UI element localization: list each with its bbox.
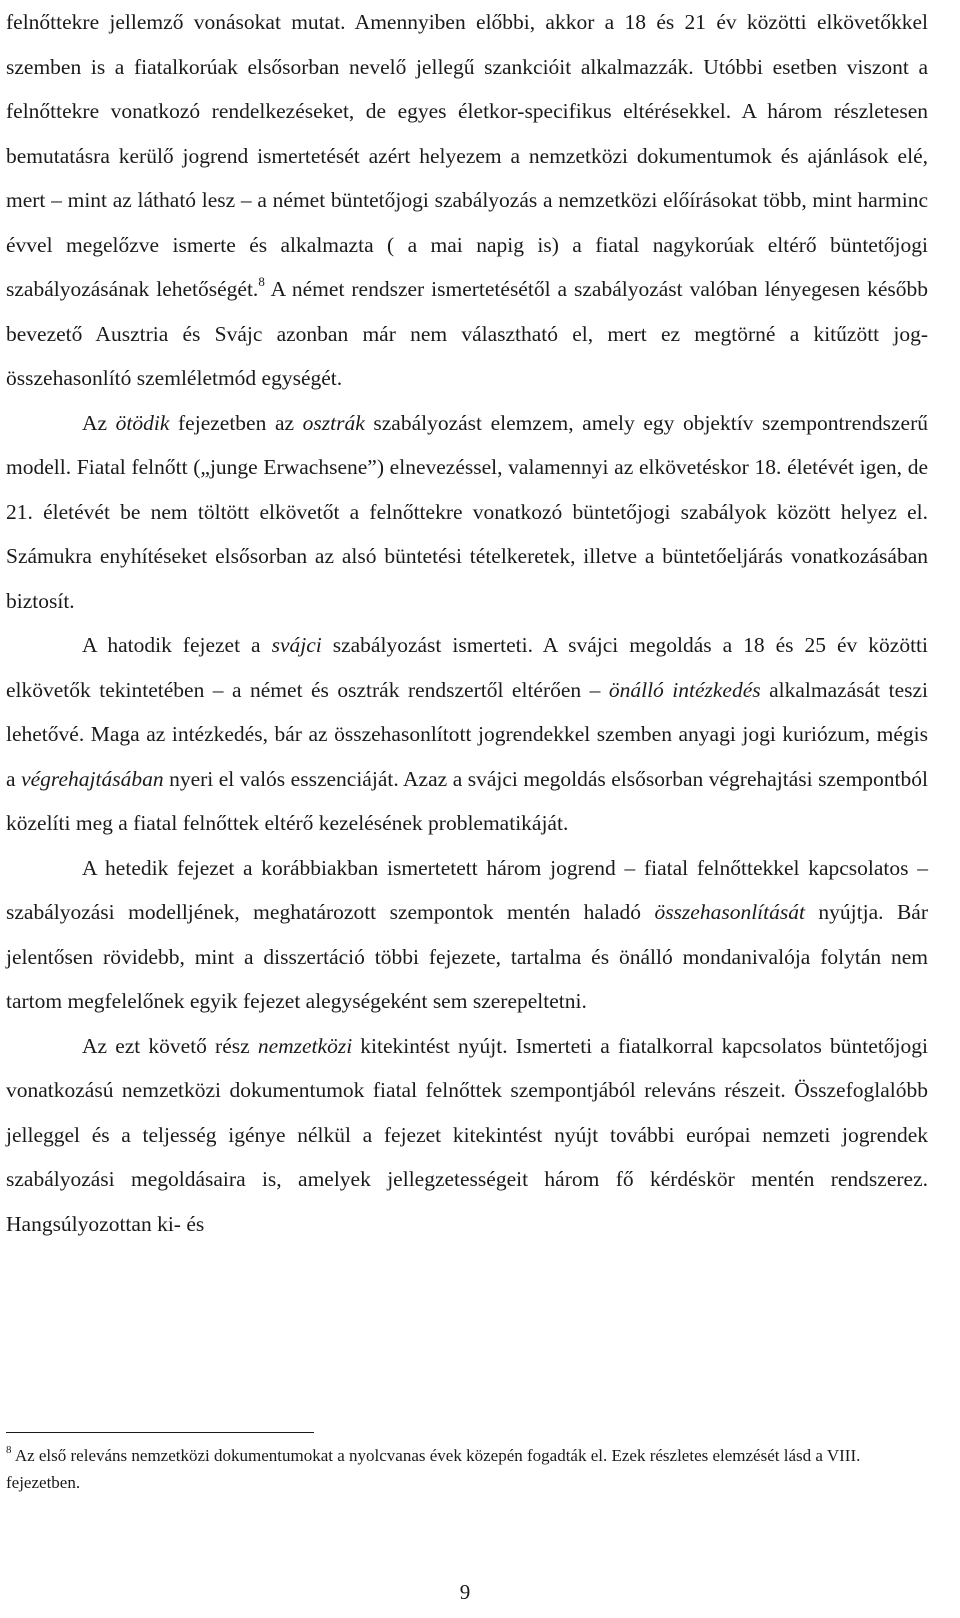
paragraph-text: szabályozást ismerteti. A svájci megoldás a 18 és 25 év közötti elkövetők tekintetében – a német és osztrák rendszertől eltérően – [6, 633, 928, 702]
emphasis-text: osztrák [302, 410, 365, 435]
paragraph-text: alkalmazását teszi lehetővé. Maga az intézkedés, bár az összehasonlított jogrendekkel szemben anyagi jogi kuriózum, mégis a [6, 677, 928, 791]
footnote [6, 1442, 928, 1496]
emphasis-text: nemzetközi [257, 1033, 353, 1058]
footnote-number: 8 [6, 1444, 12, 1457]
body-text [6, 0, 928, 1246]
paragraph-text: A német rendszer ismertetésétől a szabályozást valóban lényegesen később bevezető Ausztria és Svájc azonban már nem választható el, mert ez megtörné a kitűzött jog-összehasonlító szemléletmód egységét. [6, 277, 929, 390]
paragraph-text: Az ezt követő rész [82, 1033, 258, 1058]
paragraph [6, 1024, 928, 1247]
paragraph [6, 401, 928, 624]
paragraph-text: fejezetben az [169, 410, 303, 435]
footnote-text: Az első releváns nemzetközi dokumentumokat a nyolcvanas évek közepén fogadták el. Ezek részletes elemzését lásd a VIII. fejezetben. [6, 1446, 861, 1492]
footnote-separator [6, 1432, 314, 1433]
emphasis-text: önálló intézkedés [608, 677, 761, 702]
paragraph [6, 0, 928, 401]
paragraph-text: szabályozást elemzem, amely egy objektív szempontrendszerű modell. Fiatal felnőtt („junge Erwachsene”) elnevezéssel, valamennyi az elkövetéskor 18. életévét igen, de 21. életévét be nem töltött elkövetőt a felnőttekre vonatkozó büntetőjogi szabályok között helyez el. Számukra enyhítéseket elsősorban az alsó büntetési tételkeretek, illetve a büntetőeljárás vonatkozásában biztosít. [6, 410, 928, 613]
paragraph-text: nyeri el valós esszenciáját. Azaz a svájci megoldás elsősorban végrehajtási szempontból közelíti meg a fiatal felnőttek eltérő kezelésének problematikáját. [6, 766, 928, 835]
paragraph [6, 846, 928, 1024]
paragraph-text: Az [82, 410, 116, 435]
emphasis-text: svájci [271, 633, 322, 657]
paragraph-text: A hatodik fejezet a [82, 633, 272, 657]
emphasis-text: ötödik [115, 410, 170, 435]
emphasis-text: végrehajtásában [21, 766, 164, 791]
paragraph-text: felnőttekre jellemző vonásokat mutat. Amennyiben előbbi, akkor a 18 és 21 év közötti elkövetőkkel szemben is a fiatalkorúak elsősorban nevelő jellegű szankcióit alkalmazzák. Utóbbi esetben viszont a felnőttekre vonatkozó rendelkezéseket, de egyes életkor-specifikus eltérésekkel. A három részletesen bemutatásra kerülő jogrend ismertetését azért helyezem a nemzetközi dokumentumok és ajánlások elé, mert – mint az látható lesz – a német büntetőjogi szabályozás a nemzetközi előírásokat több, mint harminc évvel megelőzve ismerte és alkalmazta ( a mai napig is) a fiatal nagykorúak eltérő büntetőjogi szabályozásának lehetőségét. [6, 10, 928, 301]
footnote-reference: 8 [258, 273, 265, 289]
paragraph-text: kitekintést nyújt. Ismerteti a fiatalkorral kapcsolatos büntetőjogi vonatkozású nemzetközi dokumentumok fiatal felnőttek szempontjából releváns részeit. Összefoglalóbb jelleggel és a teljesség igénye nélkül a fejezet kitekintést nyújt további európai nemzeti jogrendek szabályozási megoldásaira is, amelyek jellegzetességeit három fő kérdéskör mentén rendszerez. Hangsúlyozottan ki- és [6, 1033, 928, 1236]
paragraph-text: A hetedik fejezet a korábbiakban ismertetett három jogrend – fiatal felnőttekkel kapcsolatos – szabályozási modelljének, meghatározott szempontok mentén haladó [6, 855, 928, 924]
emphasis-text: összehasonlítását [654, 900, 805, 924]
paragraph-text: nyújtja. Bár jelentősen rövidebb, mint a disszertáció többi fejezete, tartalma és önálló mondanivalója folytán nem tartom megfelelőnek egyik fejezet alegységeként sem szerepeltetni. [6, 900, 928, 1013]
page-number: 9 [459, 1580, 471, 1604]
paragraph [6, 623, 928, 846]
